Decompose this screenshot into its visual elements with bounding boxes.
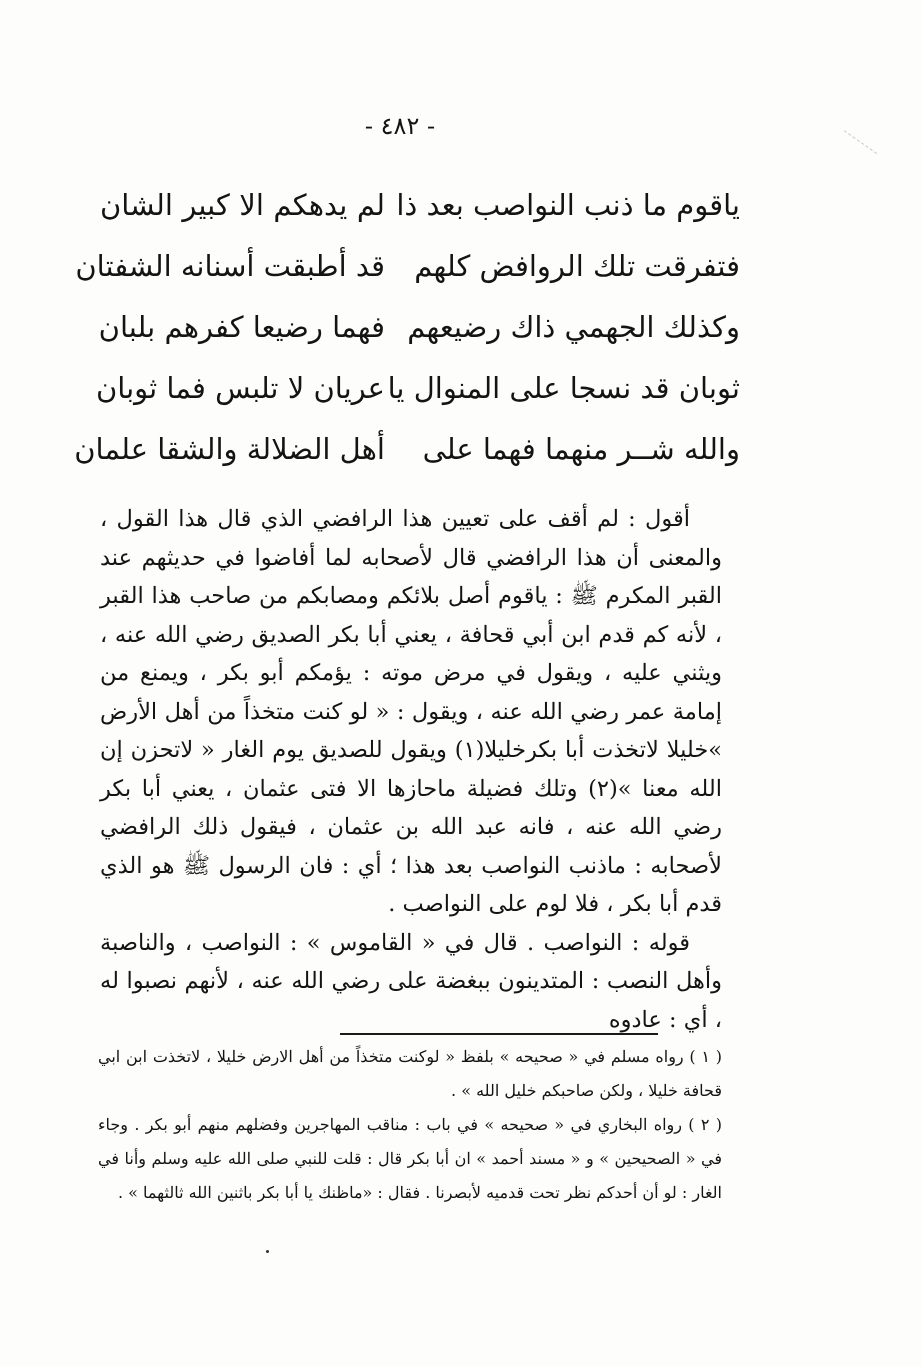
- poem-verses: [74, 180, 740, 485]
- verse-line: [75, 241, 740, 302]
- verse-line: [74, 424, 740, 485]
- verse-first-half: ثوبان قد نسجا على المنوال يا: [387, 371, 740, 405]
- verse-line: [95, 363, 740, 424]
- commentary-paragraph: أقول : لم أقف على تعيين هذا الرافضي الذي قال هذا القول ، والمعنى أن هذا الرافضي قال لأصحابه لما أفاضوا في حديثهم عند القبر المكرم ﷺ : ياقوم أصل بلائكم ومصابكم من صاحب هذا القبر ، لأنه كم قدم ابن أبي قحافة ، يعني أبا بكر الصديق رضي الله عنه ، ويثني عليه ، ويقول في مرض موته : يؤمكم أبو بكر ، ويمنع من إمامة عمر رضي الله عنه ، ويقول : « لو كنت متخذاً من أهل الأرض »خليلا لاتخذت أبا بكرخليلا(١) ويقول للصديق يوم الغار « لاتحزن إن الله معنا »(٢) وتلك فضيلة ماحازها الا فتى عثمان ، يعني أبا بكر رضي الله عنه ، فانه عبد الله بن عثمان ، فيقول ذلك الرافضي لأصحابه : ماذنب النواصب بعد هذا ؛ أي : فان الرسول ﷺ هو الذي قدم أبا بكر ، فلا لوم على النواصب .: [100, 506, 722, 917]
- verse-first-half: وكذلك الجهمي ذاك رضيعهم: [407, 310, 740, 344]
- verse-first-half: ياقوم ما ذنب النواصب بعد ذا: [396, 188, 740, 222]
- verse-second-half: عريان لا تلبس فما ثوبان: [95, 371, 385, 405]
- commentary-text: [100, 500, 722, 1039]
- verse-first-half: فتفرقت تلك الروافض كلهم: [414, 249, 740, 283]
- footnote-1: ( ١ ) رواه مسلم في « صحيحه » بلفظ « لوكنت متخذاً من أهل الارض خليلا ، لاتخذت ابن ابي قحافة خليلا ، ولكن صاحبكم خليل الله » .: [98, 1047, 722, 1100]
- footnotes: [98, 1040, 722, 1210]
- verse-second-half: أهل الضلالة والشقا علمان: [74, 432, 385, 466]
- verse-line: [100, 302, 740, 363]
- footnote-2: ( ٢ ) رواه البخاري في « صحيحه » في باب : مناقب المهاجرين وفضلهم منهم أبو بكر . وجاء في « الصحيحين » و « مسند أحمد » ان أبا بكر قال : قلت للنبي صلى الله عليه وسلم وأنا في الغار : لو أن أحدكم نظر تحت قدميه لأبصرنا . فقال : «ماظنك يا أبا بكر باثنين الله ثالثهما » .: [98, 1115, 723, 1202]
- verse-first-half: والله شــر منهما فهما على: [422, 432, 740, 466]
- scan-mark: [821, 130, 877, 187]
- ink-speck: [266, 1250, 269, 1253]
- verse-line: [100, 180, 740, 241]
- footnote-divider: [340, 1033, 658, 1035]
- verse-second-half: قد أطبقت أسنانه الشفتان: [75, 249, 385, 283]
- page-number: - ٤٨٢ -: [364, 112, 436, 140]
- verse-second-half: لم يدهكم الا كبير الشان: [100, 188, 385, 222]
- commentary-paragraph: قوله : النواصب . قال في « القاموس » : النواصب ، والناصبة وأهل النصب : المتدينون ببغضة على رضي الله عنه ، لأنهم نصبوا له ، أي : عادوه: [100, 929, 722, 1033]
- verse-second-half: فهما رضيعا كفرهم بلبان: [98, 310, 385, 344]
